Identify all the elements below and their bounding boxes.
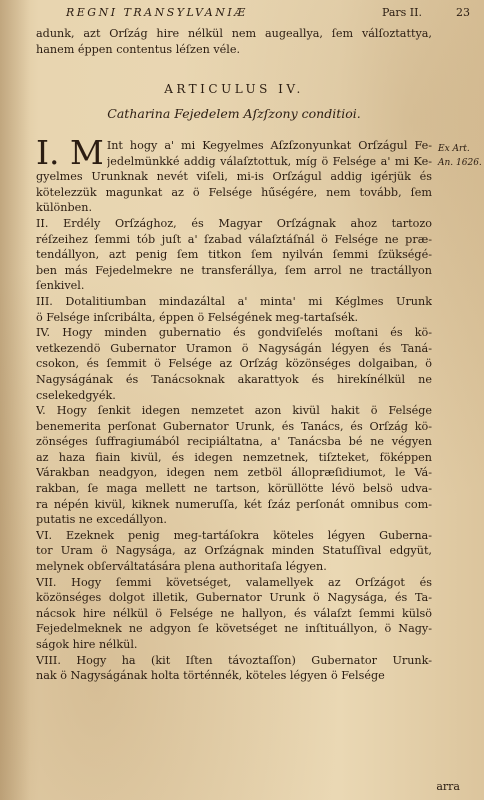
- drop-cap: I. M: [36, 133, 104, 172]
- text-line: ſenkivel.: [36, 279, 85, 293]
- text-line: jedelmünkké addig válaſztottuk, míg ö Felsége a' mi Ke-: [106, 154, 432, 168]
- paragraph: [36, 575, 432, 653]
- text-line: kötelezzük magunkat az ö Felsége hűségére, nem tovább, ſem: [36, 185, 432, 199]
- text-line: tendállyon, azt penig ſem titkon ſem nyilván ſemmi ſzükségé-: [36, 248, 432, 262]
- text-line: III. Dotalitiumban mindazáltal a' minta' mi Kéglmes Urunk: [36, 294, 432, 308]
- text-line: az haza fiain kivül, és idegen nemzetnek, tiſzteket, föképpen: [36, 450, 432, 464]
- text-line: ö Felsége inſcribálta, éppen ö Felségének meg-tartaſsék.: [36, 310, 359, 324]
- running-head: REGNI TRANSYLVANIÆ: [66, 6, 248, 19]
- text-line: gyelmes Urunknak nevét viſeli, mi-is Orſzágul addig igérjük és: [36, 170, 432, 184]
- text-line: Int hogy a' mi Kegyelmes Aſzſzonyunkat Orſzágul Fe-: [106, 139, 432, 152]
- paragraph: [36, 294, 432, 325]
- paragraph: [36, 325, 432, 403]
- text-line: ságok hire nélkül.: [36, 638, 138, 651]
- text-line: VI. Ezeknek penig meg-tartáſokra köteles légyen Guberna-: [36, 528, 432, 542]
- text-line: adunk, azt Orſzág hire nélkül nem augeallya, ſem válſoztattya,: [36, 27, 432, 40]
- gutter-shadow: [0, 0, 30, 800]
- paragraph: [36, 528, 432, 575]
- text-line: putatis ne excedállyon.: [36, 513, 167, 527]
- paragraph: [36, 403, 432, 528]
- text-line: csokon, és ſemmit ö Felsége az Orſzág közönséges dolgaiban, ö: [36, 357, 432, 371]
- text-line: Fejedelmeknek ne adgyon ſe követséget ne inſtituállyon, ö Nagy-: [36, 622, 432, 636]
- article-body: [36, 133, 432, 684]
- article-title: ARTICULUS IV.: [164, 82, 304, 96]
- margin-note-line: An. 1626.: [438, 158, 482, 168]
- text-line: tor Uram ö Nagysága, az Orſzágnak minden Statuſſival edgyüt,: [36, 544, 432, 558]
- text-line: benemerita perſonat Gubernator Urunk, és Tanács, és Orſzág kö-: [36, 419, 432, 433]
- part-label: Pars II.: [381, 6, 422, 19]
- page-number: 23: [456, 6, 470, 19]
- text-line: nácsok hire nélkül ö Felsége ne hallyon, és válaſzt ſemmi külsö: [36, 606, 432, 620]
- page-header: [36, 4, 470, 22]
- text-line: vetkezendö Gubernator Uramon ö Nagyságán légyen és Taná-: [36, 341, 432, 355]
- margin-note: [438, 142, 482, 170]
- text-line: V. Hogy ſenkit idegen nemzetet azon kivül hakit ö Felsége: [36, 404, 432, 418]
- text-line: ben más Fejedelmekre ne transferállya, ſem arrol ne tractállyon: [36, 263, 432, 277]
- section-title: Catharina Fejedelem Aſzſzony conditioi.: [107, 106, 361, 121]
- text-line: közönséges dolgot illetik, Gubernator Urunk ö Nagysága, és Ta-: [36, 591, 432, 605]
- text-line: VII. Hogy ſemmi követséget, valamellyek az Orſzágot és: [36, 575, 432, 589]
- text-line: Várakban neadgyon, idegen nem zetböl állopræſidiumot, le Vá-: [36, 466, 432, 480]
- text-line: Nagyságának és Tanácsoknak akarattyok és hirekínélkül ne: [36, 372, 432, 386]
- text-line: zönséges ſuffragiumából recipiáltatna, a' Tanácsba bé ne végyen: [36, 435, 432, 449]
- text-line: ra népén kivül, kiknek numeruſſa, két ſzáz perſonát omnibus com-: [36, 497, 432, 511]
- paragraph: [36, 216, 432, 294]
- prelude-text: [36, 26, 432, 57]
- text-line: VIII. Hogy ha (kit Iſten távoztaſſon) Gubernator Urunk-: [36, 653, 432, 667]
- catchword: arra: [436, 780, 460, 793]
- text-line: melynek obſerváltatására plena authoritaſa légyen.: [36, 560, 327, 574]
- margin-note-line: Ex Art.: [438, 144, 470, 154]
- text-line: különben.: [36, 201, 93, 215]
- text-line: cselekedgyék.: [36, 388, 116, 402]
- text-line: II. Erdély Orſzághoz, és Magyar Orſzágnak ahoz tartozo: [36, 216, 432, 230]
- paragraph: [36, 133, 432, 216]
- text-line: IV. Hogy minden gubernatio és gondviſelés moſtani és kö-: [36, 326, 432, 340]
- text-line: nak ö Nagyságának holta történnék, köteles légyen ö Felsége: [36, 669, 385, 683]
- text-line: rakban, ſe maga mellett ne tartson, körüllötte lévö belsö udva-: [36, 482, 432, 496]
- text-line: réſzeihez ſemmi tób juſt a' ſzabad válaſztáſnál ö Felsége ne præ-: [36, 232, 432, 246]
- paragraph: [36, 653, 432, 684]
- text-line: hanem éppen contentus léſzen véle.: [36, 42, 241, 56]
